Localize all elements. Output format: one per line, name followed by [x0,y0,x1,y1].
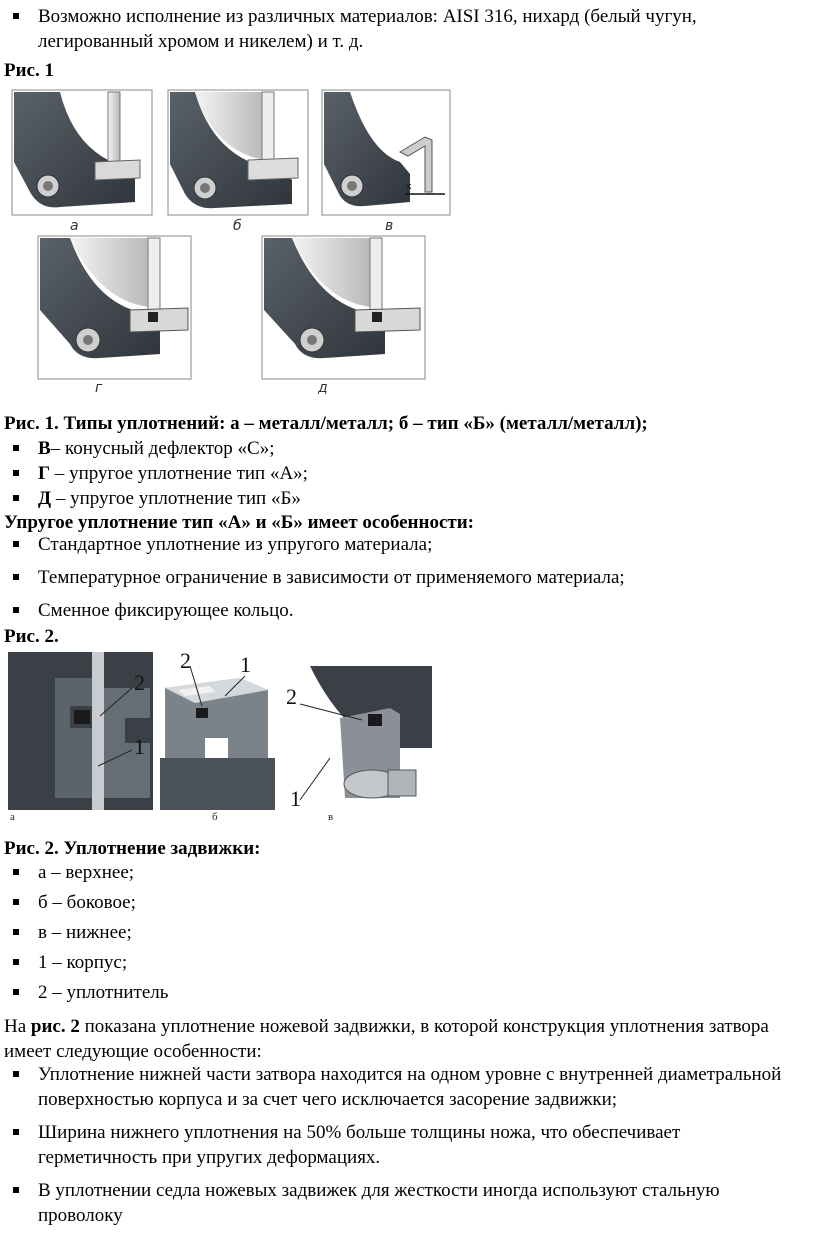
panel-b-label: б [212,811,218,823]
fig1-panel-a [12,90,152,215]
list-item: Сменное фиксирующее кольцо. [0,598,800,623]
list-item: Уплотнение нижней части затвора находится на одном уровне с внутренней диаметральной поверхностью корпуса и за счет чего исключается засорение задвижки; [0,1062,790,1112]
panel-a-label: а [70,218,79,234]
fig1-panel-b [168,90,308,215]
panel-a-label: а [10,811,15,823]
fig2-caption: Рис. 2. Уплотнение задвижки: [4,838,261,859]
list-item: Возможно исполнение из различных материалов: AISI 316, нихард (белый чугун, легированный хромом и никелем) и т. д. [0,4,800,54]
fig1-label: Рис. 1 [4,60,54,81]
list-item: Стандартное уплотнение из упругого материала; [0,532,800,557]
elastic-heading: Упругое уплотнение тип «А» и «Б» имеет особенности: [4,512,474,533]
fig1-caption: Рис. 1. Типы уплотнений: а – металл/металл; б – тип «Б» (металл/металл); [4,413,648,434]
list-item: В– конусный дефлектор «С»; [0,436,800,461]
fig1-items [0,436,800,511]
features-list [0,1062,790,1228]
callout-2: 2 [180,648,191,673]
fig2-items [0,860,800,1005]
intro-list [0,4,800,54]
figure-2-image [0,648,440,828]
list-item: 1 – корпус; [0,950,800,975]
panel-b-label: б [233,218,242,234]
list-item: Д – упругое уплотнение тип «Б» [0,486,800,511]
list-item: в – нижнее; [0,920,800,945]
fig2-panel-v [282,652,432,823]
fig2-panel-a [8,652,153,823]
list-item: Г – упругое уплотнение тип «А»; [0,461,800,486]
panel-g-label: г [95,380,103,396]
list-item: В уплотнении седла ножевых задвижек для жесткости иногда используют стальную проволоку [0,1178,790,1228]
callout-1: 1 [290,786,301,811]
figure-1 [0,82,470,398]
fig1-panel-d [262,236,425,379]
fig1-panel-g [38,236,191,379]
list-item: а – верхнее; [0,860,800,885]
list-item: б – боковое; [0,890,800,915]
list-item: Ширина нижнего уплотнения на 50% больше толщины ножа, что обеспечивает герметичность при упругих деформациях. [0,1120,790,1170]
paragraph: На рис. 2 показана уплотнение ножевой задвижки, в которой конструкция уплотнения затвора имеет следующие особенности: [4,1016,769,1062]
fig2-label: Рис. 2. [4,626,59,647]
elastic-items [0,530,800,623]
fig2-panel-b [160,648,275,823]
panel-d-label: д [318,380,328,396]
svg-text:x: x [406,180,412,192]
fig1-panel-v [322,90,450,215]
callout-1: 1 [134,734,145,759]
callout-1: 1 [240,652,251,677]
list-item: 2 – уплотнитель [0,980,800,1005]
callout-2: 2 [286,684,297,709]
figure-1-image [0,82,470,398]
callout-2: 2 [134,670,145,695]
panel-v-label: в [385,218,394,234]
list-item: Температурное ограничение в зависимости от применяемого материала; [0,565,800,590]
panel-v-label: в [328,811,334,823]
figure-2 [0,648,440,828]
